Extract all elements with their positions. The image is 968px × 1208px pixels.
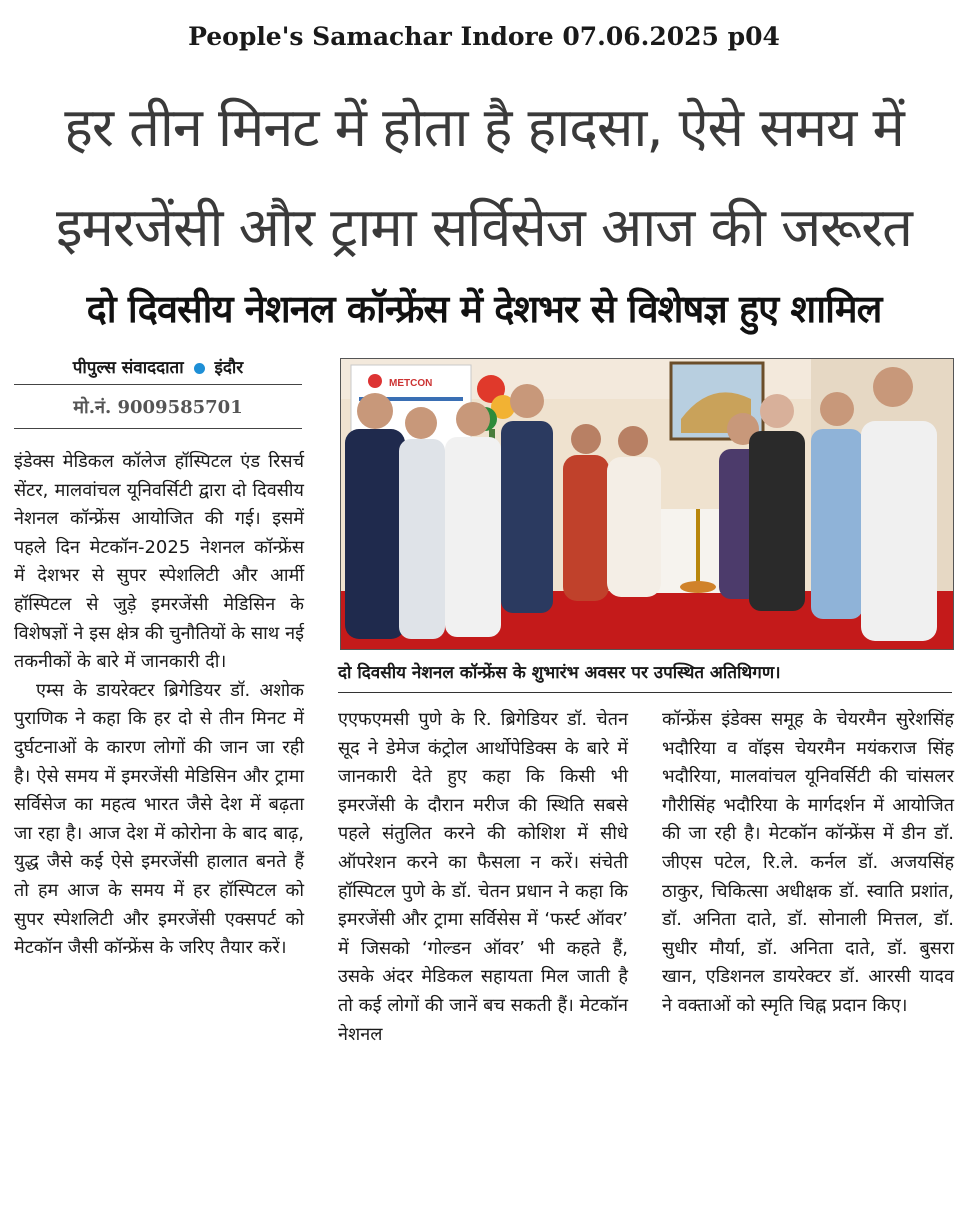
divider <box>338 692 952 693</box>
photo-caption: दो दिवसीय नेशनल कॉन्फ्रेंस के शुभारंभ अवसर पर उपस्थित अतिथिगण। <box>338 663 781 683</box>
headline-line-1: हर तीन मिनट में होता है हादसा, ऐसे समय में <box>64 96 904 159</box>
byline <box>14 355 302 378</box>
article-paragraph: एम्स के डायरेक्टर ब्रिगेडियर डॉ. अशोक पुराणिक ने कहा कि हर दो से तीन मिनट में दुर्घटनाओं के कारण लोगों की जान जा रही है। ऐसे समय में इमरजेंसी मेडिसिन और ट्रामा सर्विसेज का महत्व भारत जैसे देश में बढ़ता जा रहा है। आज देश में कोरोना के बाद बाढ़, युद्ध जैसे कई ऐसे इमरजेंसी हालात बनते हैं तो हम आज के समय में हर हॉस्पिटल को सुपर स्पेशलिटी और इमरजेंसी एक्सपर्ट को मेटकॉन जैसी कॉन्फ्रेंस के जरिए तैयार करें। <box>14 679 304 959</box>
divider <box>14 428 302 429</box>
subheadline: दो दिवसीय नेशनल कॉन्फ्रेंस में देशभर से विशेषज्ञ हुए शामिल <box>86 287 882 331</box>
article-paragraph: कॉन्फ्रेंस इंडेक्स समूह के चेयरमैन सुरेशसिंह भदौरिया व वॉइस चेयरमैन मयंकराज सिंह भदौरिया, मालवांचल यूनिवर्सिटी की चांसलर गौरीसिंह भदौरिया के मार्गदर्शन में आयोजित की जा रही है। मेटकॉन कॉन्फ्रेंस में डीन डॉ. जीएस पटेल, रि.ले. कर्नल डॉ. अजयसिंह ठाकुर, चिकित्सा अधीक्षक डॉ. स्वाति प्रशांत, डॉ. अनिता दाते, डॉ. सोनाली मित्तल, डॉ. सुधीर मौर्या, डॉ. अनिता दाते, डॉ. बुसरा खान, एडिशनल डायरेक्टर डॉ. आरसी यादव ने वक्ताओं को स्मृति चिह्न प्रदान किए। <box>662 709 954 1016</box>
city-name: इंदौर <box>214 358 244 378</box>
divider <box>14 384 302 385</box>
article-column-1 <box>14 448 304 963</box>
masthead: People's Samachar Indore 07.06.2025 p04 <box>188 22 780 51</box>
article-column-3 <box>662 706 954 1021</box>
banner-text: METCON <box>389 378 433 389</box>
reporter-name: पीपुल्स संवाददाता <box>72 358 184 378</box>
article-paragraph: एएफएमसी पुणे के रि. ब्रिगेडियर डॉ. चेतन सूद ने डेमेज कंट्रोल आर्थोपेडिक्स के बारे में जानकारी देते हुए कहा कि किसी भी इमरजेंसी के दौरान मरीज की स्थिति सबसे पहले संतुलित करने की कोशिश में सीधे ऑपरेशन करने का फैसला न करें। संचेती हॉस्पिटल पुणे के डॉ. चेतन प्रधान ने कहा कि इमरजेंसी और ट्रामा सर्विसेस में ‘फर्स्ट ऑवर’ में जिसको ‘गोल्डन ऑवर’ भी कहते हैं, उसके अंदर मेडिकल सहायता मिल जाती है तो कई लोगों की जानें बच सकती हैं। मेटकॉन नेशनल <box>338 709 628 1045</box>
article-paragraph: इंडेक्स मेडिकल कॉलेज हॉस्पिटल एंड रिसर्च सेंटर, मालवांचल यूनिवर्सिटी द्वारा दो दिवसीय नेशनल कॉन्फ्रेंस आयोजित की गई। इसमें पहले दिन मेटकॉन-2025 नेशनल कॉन्फ्रेंस में देशभर से सुपर स्पेशलिटी और आर्मी हॉस्पिटल से जुड़े इमरजेंसी मेडिसिन के विशेषज्ञों ने इस क्षेत्र की चुनौतियों के साथ नई तकनीकों के बारे में जानकारी दी। <box>14 451 304 673</box>
event-photo <box>340 358 954 650</box>
headline-line-2: इमरजेंसी और ट्रामा सर्विसेज आज की जरूरत <box>56 196 912 259</box>
reporter-phone: मो.नं. 9009585701 <box>73 397 243 418</box>
bullet-dot-icon <box>194 363 205 374</box>
article-column-2 <box>338 706 628 1049</box>
